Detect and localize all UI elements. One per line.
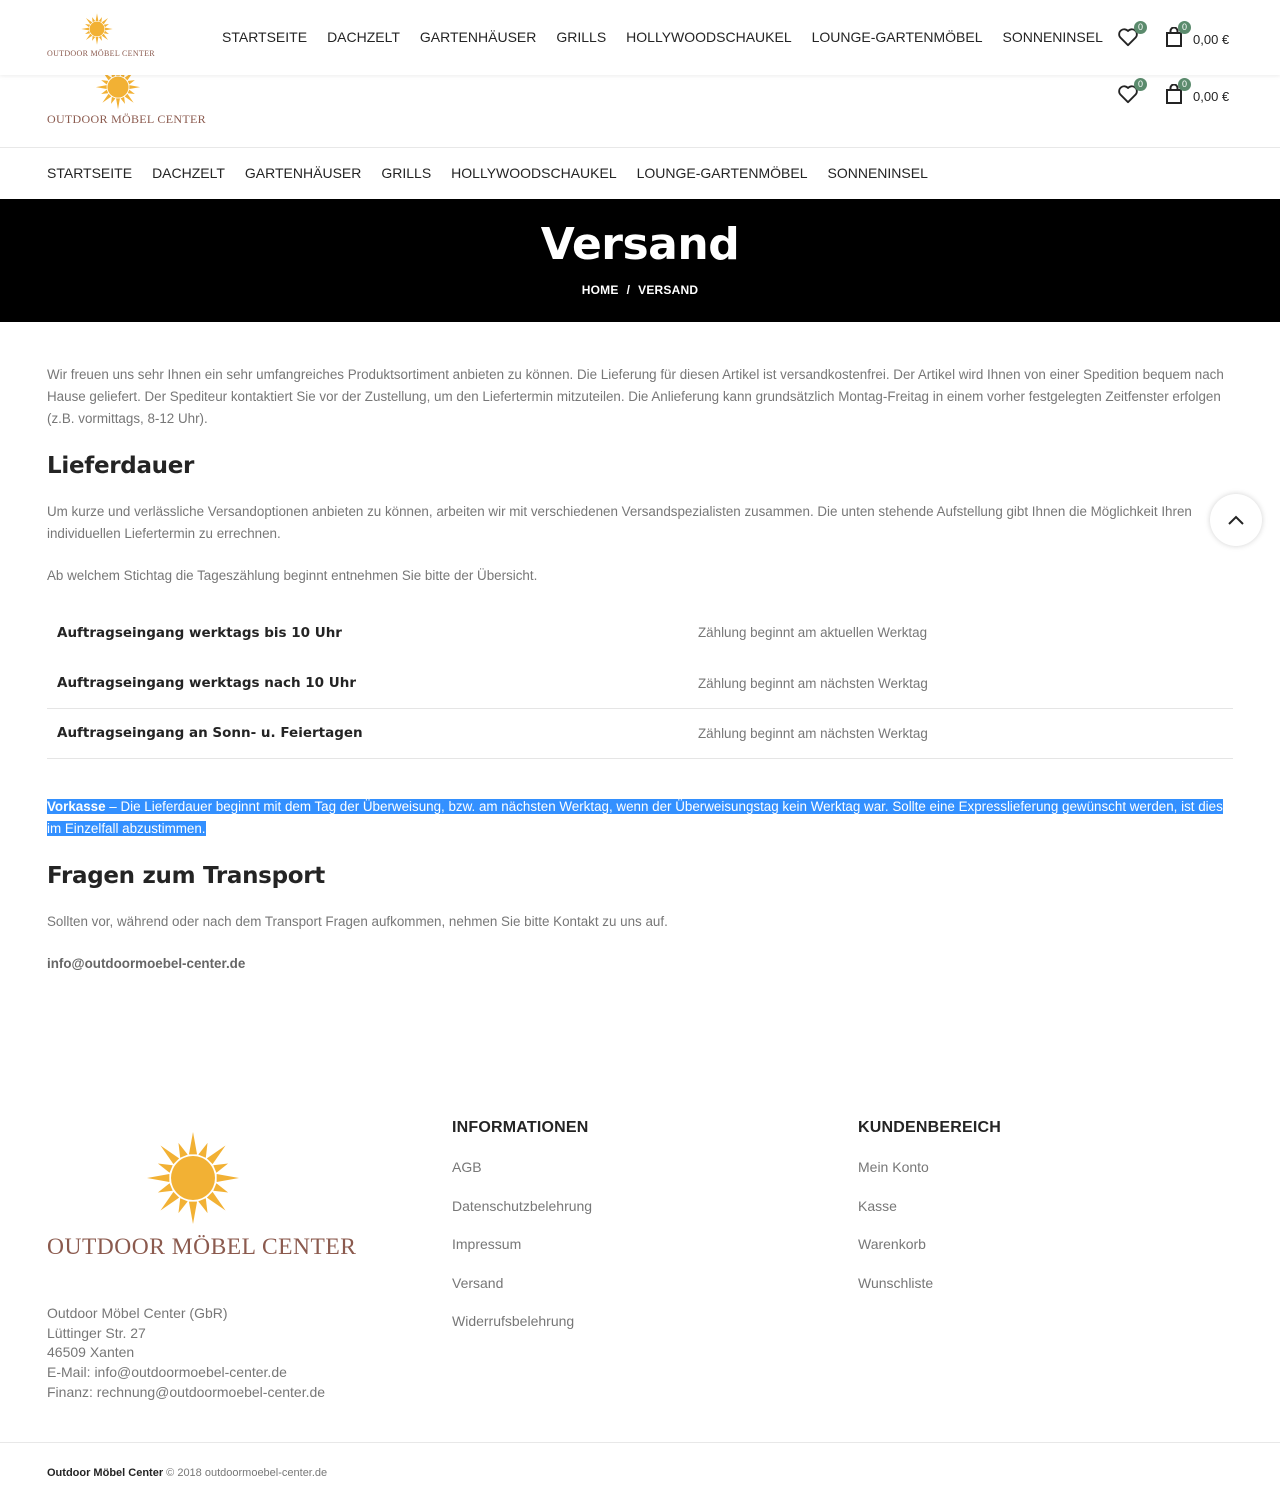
logo-main[interactable] [47,75,207,130]
sun-ray [147,1174,169,1182]
wishlist-button[interactable] [1117,22,1143,52]
sun-logo-icon [143,1128,243,1228]
table-row [47,608,1233,658]
sun-ray [116,98,120,109]
footer-link-warenkorb[interactable]: Warenkorb [858,1236,926,1252]
sun-ray [104,24,109,27]
main-nav [47,165,948,181]
wishlist-count-badge: 0 [1134,78,1147,91]
nav-item-dachzelt[interactable]: DACHZELT [152,165,225,181]
logo-text: OUTDOOR MÖBEL CENTER [47,112,206,126]
table-cell-value: Zählung beginnt am aktuellen Werktag [698,608,1233,658]
sun-ray [92,36,95,41]
sticky-header [0,0,1280,75]
scroll-to-top-button[interactable] [1210,494,1262,546]
logo-small[interactable] [47,12,155,60]
main-header [0,75,1280,148]
wishlist-count-badge: 0 [1134,21,1147,34]
sun-ray [85,24,90,27]
breadcrumb-current: VERSAND [638,283,699,297]
sun-ray [213,1163,228,1172]
sun-ray [189,1132,197,1154]
sun-ray [198,1198,207,1213]
sun-ray [158,1183,173,1192]
nav-item-lounge-gartenmoebel[interactable]: LOUNGE-GARTENMÖBEL [811,29,983,45]
breadcrumb-home[interactable]: HOME [581,283,619,297]
address-line: Finanz: rechnung@outdoormoebel-center.de [47,1383,326,1400]
sun-ray [102,94,111,103]
cart-button[interactable] [1165,79,1187,109]
sun-logo-icon [80,12,114,46]
sun-ray [81,28,89,31]
address-line: Lüttinger Str. 27 [47,1324,146,1341]
sun-ray [207,1192,226,1211]
sun-logo-icon [94,69,142,109]
sun-ray [96,37,99,45]
wishlist-button[interactable] [1117,79,1143,109]
sun-ray [178,1143,187,1158]
cart-count-badge: 0 [1178,78,1191,91]
nav-item-startseite[interactable]: STARTSEITE [47,165,133,181]
cart-total[interactable]: 0,00 € [1193,32,1230,47]
breadcrumb [0,283,1280,297]
heading-transport: Fragen zum Transport [47,862,325,889]
footer-account-title: KUNDENBEREICH [858,1119,1002,1136]
copyright-brand: Outdoor Möbel Center [47,1467,164,1479]
copyright [47,1467,327,1479]
copyright-text: © 2018 outdoormoebel-center.de [163,1467,328,1479]
footer-address [47,1304,377,1403]
nav-item-sonneninsel[interactable]: SONNENINSEL [1002,29,1103,45]
sun-ray [198,1143,207,1158]
nav-item-gartenhaeuser[interactable]: GARTENHÄUSER [419,29,537,45]
sun-ray [178,1198,187,1213]
sun-ray [85,31,90,34]
sun-ray [207,1145,226,1164]
breadcrumb-separator: / [626,283,631,297]
table-row [47,658,1233,708]
table-cell-key: Auftragseingang werktags nach 10 Uhr [47,658,698,708]
sun-ray [99,17,102,22]
footer-logo-text: OUTDOOR MÖBEL CENTER [47,1234,357,1260]
selected-text [47,799,1223,836]
nav-item-startseite[interactable]: STARTSEITE [222,29,308,45]
footer-link-versand[interactable]: Versand [452,1275,504,1291]
nav-item-hollywoodschaukel[interactable]: HOLLYWOODSCHAUKEL [626,29,792,45]
footer-account-col [858,1119,1001,1291]
cart-total[interactable]: 0,00 € [1193,89,1230,104]
footer-link-datenschutz[interactable]: Datenschutzbelehrung [452,1198,593,1214]
sun-ray [129,85,140,89]
stichtag-paragraph: Ab welchem Stichtag die Tageszählung beginnt entnehmen Sie bitte der Übersicht. [47,568,538,583]
sun-ray [86,18,92,24]
footer-link-agb[interactable]: AGB [452,1159,482,1175]
chevron-up-icon [1210,494,1262,546]
intro-paragraph: Wir freuen uns sehr Ihnen ein sehr umfangreiches Produktsortiment anbieten zu können. Die Lieferung für diesen Artikel ist versandkostenfrei. Der Artikel wird Ihnen von einer Spedition bequem nach Hause geliefert. Der Spediteur kontaktiert Sie vor der Zustellung, um den Liefertermin mitzuteilen. Die Anlieferung kann grundsätzlich Montag-Freitag in einem vorher festgelegten Zeitfenster erfolgen (z.B. vormittags, 8-12 Uhr). [47,367,1224,426]
sun-ray [102,18,108,24]
page-content [47,364,1233,975]
sun-ray [121,97,125,104]
address-line: Outdoor Möbel Center (GbR) [47,1305,228,1321]
sun-ray [101,90,108,94]
sun-ray [102,34,108,40]
footer-link-wunschliste[interactable]: Wunschliste [858,1275,934,1291]
transport-paragraph: Sollten vor, während oder nach dem Transport Fragen aufkommen, nehmen Sie bitte Kontakt zu uns auf. [47,913,668,929]
footer-info-col [452,1119,592,1329]
main-header-tools [1117,79,1230,109]
nav-item-grills[interactable]: GRILLS [381,165,432,181]
sun-ray [104,31,109,34]
sun-ray [189,1202,197,1224]
sun-ray [101,80,108,84]
nav-item-dachzelt[interactable]: DACHZELT [327,29,400,45]
footer-link-kasse[interactable]: Kasse [858,1198,897,1214]
address-line: 46509 Xanten [47,1344,135,1361]
cart-count-badge: 0 [1178,21,1191,34]
page-title: Versand [540,219,740,270]
contact-email[interactable]: info@outdoormoebel-center.de [47,955,246,971]
address-line: E-Mail: info@outdoormoebel-center.de [47,1364,287,1381]
nav-item-gartenhaeuser[interactable]: GARTENHÄUSER [244,165,362,181]
sun-ray [105,28,113,31]
footer-link-mein-konto[interactable]: Mein Konto [858,1159,929,1175]
footer-link-widerruf[interactable]: Widerrufsbelehrung [452,1313,575,1329]
vorkasse-text: – Die Lieferdauer beginnt mit dem Tag der Überweisung, bzw. am nächsten Werktag, wenn der Überweisungstag kein Werktag war. Sollte eine Expresslieferung gewünscht werden, ist dies im Einzelfall abzustimmen. [47,798,1223,836]
table-row [47,708,1233,758]
sun-ray [128,90,135,94]
heading-lieferdauer: Lieferdauer [47,453,195,479]
sun-ray [160,1145,179,1164]
lieferdauer-paragraph: Um kurze und verlässliche Versandoptionen anbieten zu können, arbeiten wir mit verschiedenen Versandspezialisten zusammen. Die unten stehende Aufstellung gibt Ihnen die Möglichkeit Ihren individuellen Liefertermin zu errechnen. [47,504,1192,541]
table-cell-key: Auftragseingang werktags bis 10 Uhr [47,608,698,658]
sun-ray [217,1174,239,1182]
sticky-header-tools [1117,22,1230,52]
sun-ray [96,85,107,89]
logo-text: OUTDOOR MÖBEL CENTER [47,49,155,58]
sun-ray [213,1183,228,1192]
delivery-table [47,608,1233,759]
table-cell-key: Auftragseingang an Sonn- u. Feiertagen [47,708,698,758]
nav-item-hollywoodschaukel[interactable]: HOLLYWOODSCHAUKEL [451,165,617,181]
nav-item-lounge-gartenmoebel[interactable]: LOUNGE-GARTENMÖBEL [636,165,808,181]
sun-ray [86,34,92,40]
copyright-bar [0,1442,1280,1500]
nav-item-sonneninsel[interactable]: SONNENINSEL [827,165,928,181]
footer-info-title: INFORMATIONEN [452,1119,589,1136]
main-nav-bar [0,148,1280,199]
footer-link-impressum[interactable]: Impressum [452,1236,522,1252]
sun-ray [96,13,99,21]
vorkasse-label: Vorkasse [47,798,106,814]
table-cell-value: Zählung beginnt am nächsten Werktag [698,658,1233,708]
sun-ray [99,36,102,41]
nav-item-grills[interactable]: GRILLS [556,29,607,45]
sun-ray [92,17,95,22]
table-cell-value: Zählung beginnt am nächsten Werktag [698,708,1233,758]
sun-ray [125,94,134,103]
sun-ray [160,1192,179,1211]
sticky-nav [222,29,1123,45]
sun-ray [158,1163,173,1172]
vorkasse-paragraph [47,796,1233,840]
sun-ray [128,80,135,84]
sun-ray [111,97,115,104]
cart-button[interactable] [1165,22,1187,52]
page-title-banner [0,199,1280,322]
